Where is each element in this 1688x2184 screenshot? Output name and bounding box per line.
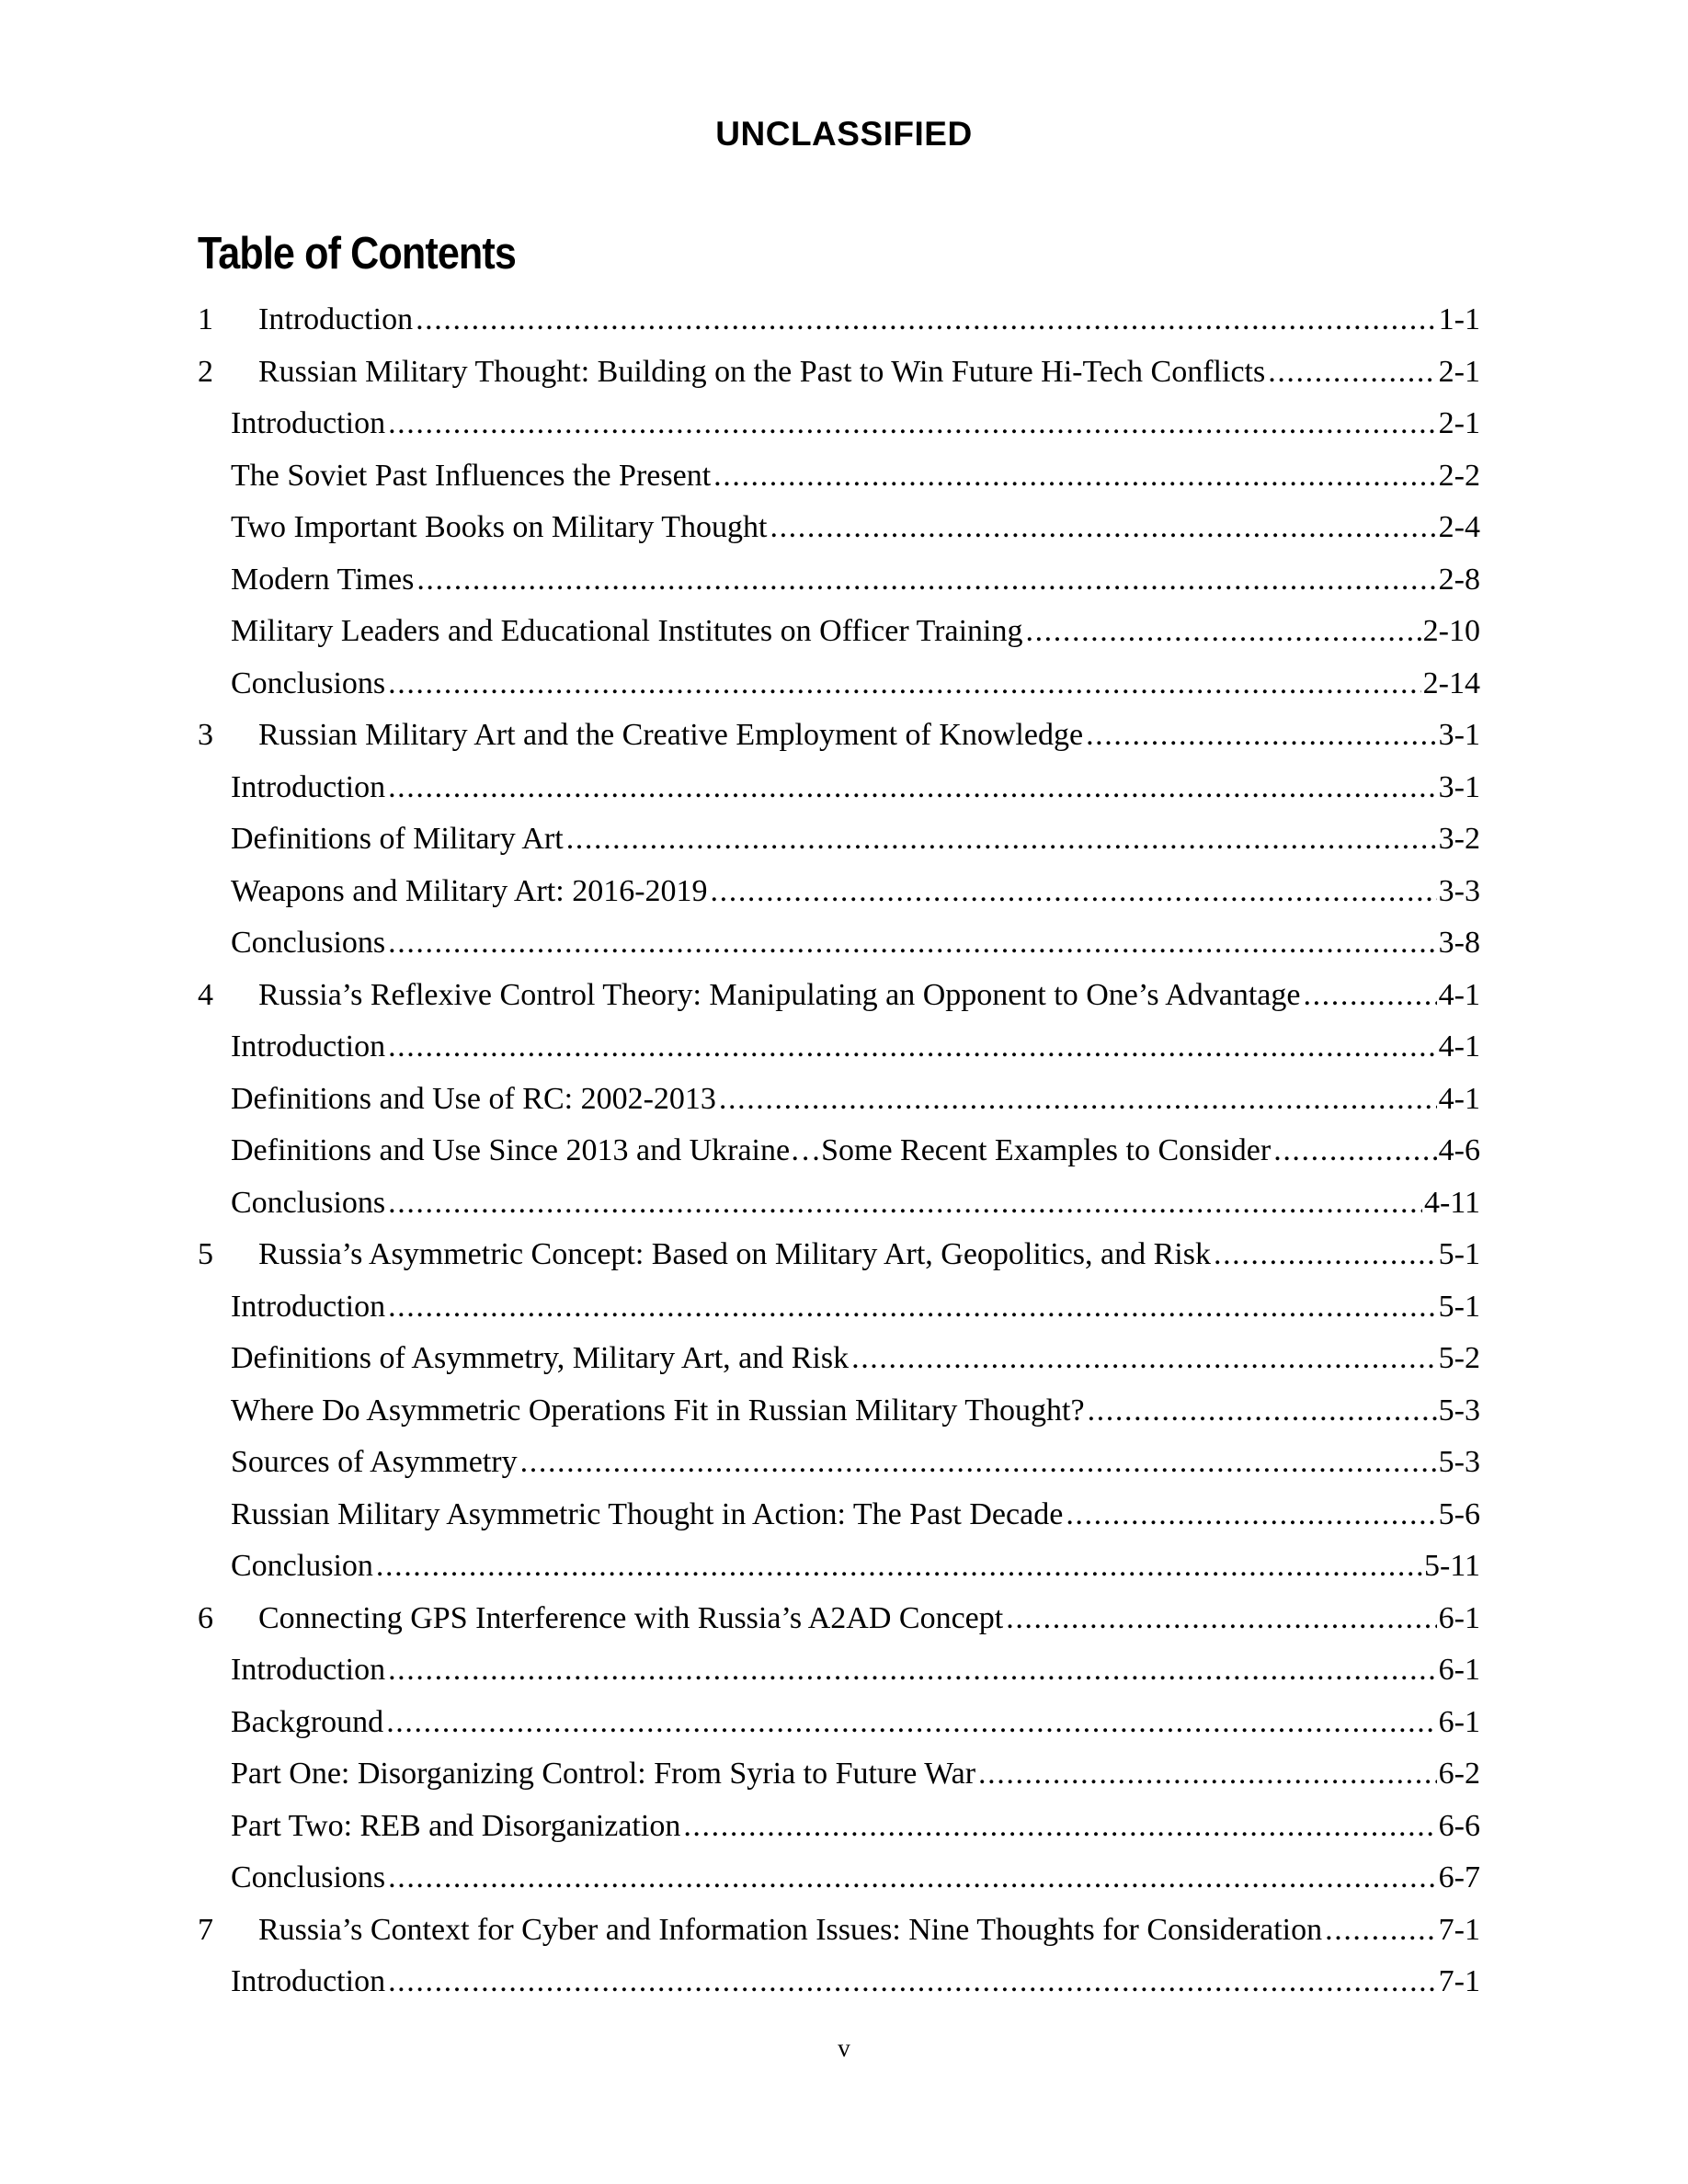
toc-entry-page: 6-1 [1438,1704,1480,1739]
toc-entry-number: 6 [198,1600,213,1635]
toc-section-entry[interactable] [198,1644,1480,1697]
toc-dot-leader [388,917,1437,970]
toc-entry-title: Modern Times [231,562,415,597]
toc-entry-title: Part One: Disorganizing Control: From Syria to Future War [231,1757,976,1791]
toc-chapter-entry[interactable] [198,294,1480,347]
toc-entry-title: Introduction [231,1289,386,1324]
toc-entry-page: 2-1 [1438,406,1480,440]
toc-entry-page: 5-3 [1438,1393,1480,1428]
toc-section-entry[interactable] [198,1177,1480,1230]
toc-dot-leader [1273,1125,1436,1177]
toc-entry-page: 2-2 [1438,458,1480,493]
toc-dot-leader [1214,1229,1437,1281]
toc-chapter-entry[interactable] [198,970,1480,1022]
toc-entry-title: Introduction [258,302,414,336]
toc-entry-page: 4-1 [1438,1081,1480,1116]
toc-section-entry[interactable] [198,1801,1480,1853]
toc-chapter-entry[interactable] [198,1229,1480,1281]
toc-entry-page: 7-1 [1438,1964,1480,1998]
toc-section-entry[interactable] [198,1074,1480,1126]
toc-dot-leader [388,398,1437,450]
toc-section-entry[interactable] [198,450,1480,503]
toc-dot-leader [711,866,1437,918]
toc-dot-leader [1325,1905,1437,1957]
toc-dot-leader [520,1437,1437,1489]
toc-entry-page: 4-11 [1423,1185,1480,1220]
toc-section-entry[interactable] [198,398,1480,450]
toc-section-entry[interactable] [198,866,1480,918]
toc-entry-title: Conclusions [231,1185,386,1220]
toc-section-entry[interactable] [198,1956,1480,2008]
toc-entry-title: Definitions of Asymmetry, Military Art, and Risk [231,1341,850,1375]
toc-entry-title: Two Important Books on Military Thought [231,510,768,544]
toc-entry-number: 7 [198,1912,213,1947]
toc-entry-page: 2-1 [1438,354,1480,389]
toc-section-entry[interactable] [198,658,1480,711]
toc-dot-leader [719,1074,1437,1126]
toc-section-entry[interactable] [198,1385,1480,1438]
toc-section-entry[interactable] [198,1125,1480,1177]
toc-entry-title: Weapons and Military Art: 2016-2019 [231,873,708,908]
toc-entry-page: 5-2 [1438,1341,1480,1375]
toc-section-entry[interactable] [198,502,1480,554]
toc-entry-title: Background [231,1704,384,1739]
toc-section-entry[interactable] [198,1489,1480,1541]
toc-entry-page: 5-1 [1438,1237,1480,1271]
toc-entry-title: Military Leaders and Educational Institutes on Officer Training [231,614,1023,648]
toc-chapter-entry[interactable] [198,1593,1480,1645]
toc-entry-title: Conclusions [231,1860,386,1894]
toc-dot-leader [1268,347,1436,399]
toc-dot-leader [1303,970,1436,1022]
toc-entry-page: 4-1 [1438,1029,1480,1064]
toc-section-entry[interactable] [198,1333,1480,1385]
toc-section-entry[interactable] [198,1541,1480,1593]
toc-section-entry[interactable] [198,606,1480,658]
toc-section-entry[interactable] [198,917,1480,970]
toc-dot-leader [416,294,1437,347]
toc-section-entry[interactable] [198,1437,1480,1489]
toc-entry-title: Russian Military Thought: Building on the Past to Win Future Hi-Tech Conflicts [258,354,1266,389]
toc-entry-page: 2-4 [1438,510,1480,544]
toc-entry-page: 3-1 [1438,718,1480,752]
toc-dot-leader [388,1177,1422,1230]
toc-dot-leader [713,450,1437,503]
toc-entry-page: 4-1 [1438,977,1480,1012]
toc-entry-page: 3-8 [1438,926,1480,960]
toc-dot-leader [566,813,1437,866]
toc-entry-page: 6-2 [1438,1757,1480,1791]
toc-entry-page: 1-1 [1438,302,1480,336]
toc-entry-page: 5-11 [1423,1549,1480,1583]
toc-section-entry[interactable] [198,554,1480,607]
toc-entry-page: 4-6 [1438,1133,1480,1167]
toc-dot-leader [1088,1385,1437,1438]
toc-entry-title: Introduction [231,1653,386,1687]
toc-entry-title: The Soviet Past Influences the Present [231,458,712,493]
toc-section-entry[interactable] [198,1748,1480,1801]
toc-title: Table of Contents [198,229,516,279]
toc-chapter-entry[interactable] [198,710,1480,762]
toc-dot-leader [388,1956,1437,2008]
toc-entry-page: 5-1 [1438,1289,1480,1324]
toc-dot-leader [1006,1593,1436,1645]
toc-dot-leader [851,1333,1437,1385]
toc-entry-page: 7-1 [1438,1912,1480,1947]
toc-dot-leader [388,1644,1437,1697]
toc-dot-leader [416,554,1436,607]
toc-entry-page: 3-3 [1438,873,1480,908]
toc-entry-title: Russian Military Art and the Creative Employment of Knowledge [258,718,1084,752]
toc-chapter-entry[interactable] [198,347,1480,399]
toc-entry-title: Introduction [231,406,386,440]
toc-dot-leader [388,1281,1437,1334]
toc-entry-page: 5-3 [1438,1445,1480,1479]
toc-entry-title: Introduction [231,1964,386,1998]
toc-dot-leader [1066,1489,1436,1541]
toc-dot-leader [978,1748,1437,1801]
toc-section-entry[interactable] [198,1697,1480,1749]
toc-entry-title: Connecting GPS Interference with Russia’s A2AD Concept [258,1600,1004,1635]
toc-section-entry[interactable] [198,762,1480,814]
toc-entry-title: Introduction [231,769,386,804]
toc-entry-page: 6-1 [1438,1600,1480,1635]
toc-entry-number: 4 [198,977,213,1012]
toc-entry-page: 3-1 [1438,769,1480,804]
toc-dot-leader [388,1021,1437,1074]
toc-dot-leader [386,1697,1436,1749]
toc-section-entry[interactable] [198,813,1480,866]
toc-entry-page: 2-14 [1422,665,1480,700]
toc-entry-title: Definitions and Use of RC: 2002-2013 [231,1081,716,1116]
toc-dot-leader [770,502,1436,554]
classification-banner: UNCLASSIFIED [715,115,973,153]
toc-entry-number: 5 [198,1237,213,1271]
toc-entry-number: 1 [198,302,213,336]
toc-entry-title: Conclusions [231,665,386,700]
toc-entry-title: Conclusions [231,926,386,960]
toc-dot-leader [376,1541,1422,1593]
toc-entry-page: 2-10 [1422,614,1480,648]
toc-entry-title: Where Do Asymmetric Operations Fit in Russian Military Thought? [231,1393,1085,1428]
toc-entry-page: 3-2 [1438,822,1480,856]
toc-entry-page: 6-1 [1438,1653,1480,1687]
toc-dot-leader [388,658,1421,711]
toc-entry-number: 2 [198,354,213,389]
toc-list [198,294,1480,2008]
toc-entry-title: Sources of Asymmetry [231,1445,518,1479]
toc-entry-title: Definitions and Use Since 2013 and Ukraine…Some Recent Examples to Consider [231,1133,1272,1167]
toc-entry-title: Russia’s Asymmetric Concept: Based on Military Art, Geopolitics, and Risk [258,1237,1211,1271]
toc-entry-page: 5-6 [1438,1496,1480,1531]
toc-chapter-entry[interactable] [198,1905,1480,1957]
toc-entry-page: 6-7 [1438,1860,1480,1894]
toc-dot-leader [388,1852,1437,1905]
toc-section-entry[interactable] [198,1021,1480,1074]
toc-dot-leader [388,762,1437,814]
toc-entry-title: Russia’s Context for Cyber and Information Issues: Nine Thoughts for Consideration [258,1912,1323,1947]
toc-section-entry[interactable] [198,1852,1480,1905]
toc-dot-leader [1025,606,1420,658]
toc-entry-title: Russian Military Asymmetric Thought in Action: The Past Decade [231,1496,1064,1531]
toc-dot-leader [1086,710,1437,762]
page-number: v [838,2034,850,2062]
toc-entry-title: Conclusion [231,1549,373,1583]
toc-entry-title: Definitions of Military Art [231,822,564,856]
toc-entry-title: Introduction [231,1029,386,1064]
toc-entry-page: 6-6 [1438,1808,1480,1843]
toc-section-entry[interactable] [198,1281,1480,1334]
toc-entry-page: 2-8 [1438,562,1480,597]
toc-entry-number: 3 [198,718,213,752]
toc-entry-title: Russia’s Reflexive Control Theory: Manipulating an Opponent to One’s Advantage [258,977,1301,1012]
toc-dot-leader [683,1801,1436,1853]
toc-entry-title: Part Two: REB and Disorganization [231,1808,681,1843]
